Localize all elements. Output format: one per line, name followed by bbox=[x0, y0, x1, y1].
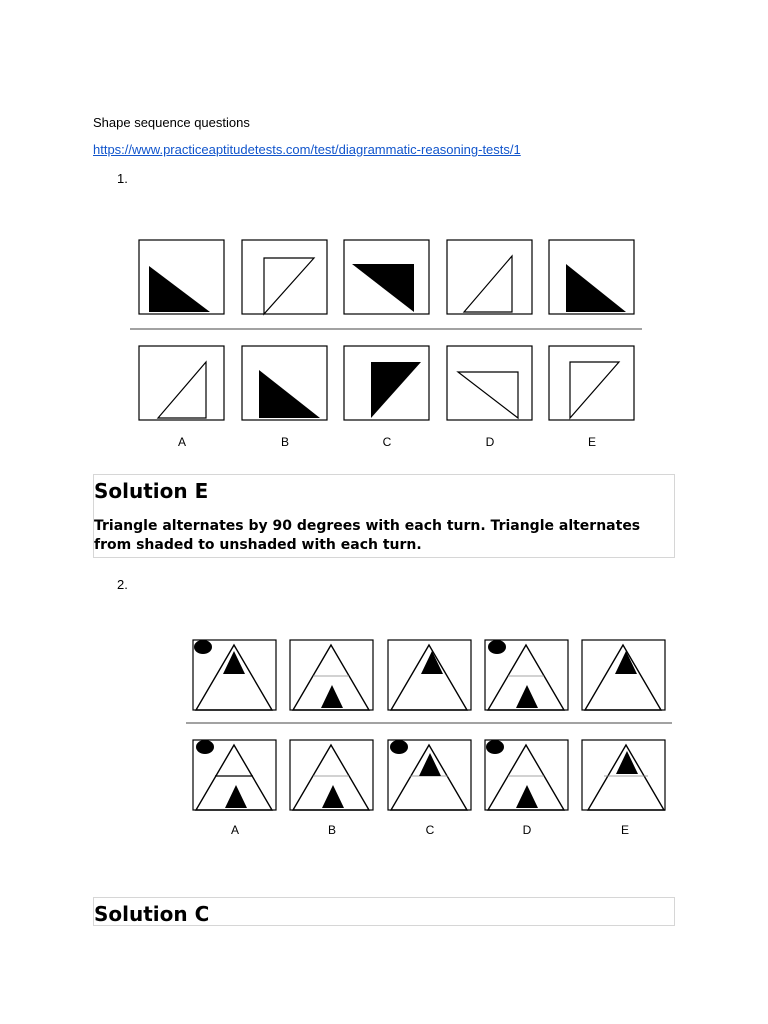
document-heading: Shape sequence questions bbox=[93, 115, 250, 130]
q1-seq-frame-2 bbox=[242, 240, 327, 314]
question-2-number: 2. bbox=[117, 577, 128, 592]
q2-option-labels bbox=[231, 823, 629, 837]
q1-option-a-frame[interactable] bbox=[139, 346, 224, 420]
q2-seq-small-triangle-1 bbox=[223, 651, 245, 674]
q2-seq-frame-5 bbox=[582, 640, 665, 710]
q1-option-d-triangle bbox=[458, 372, 518, 418]
q2-option-label-c: C bbox=[425, 823, 435, 837]
q1-seq-triangle-1 bbox=[149, 266, 210, 312]
q2-seq-small-triangle-4 bbox=[516, 685, 538, 708]
q2-option-c-triangle bbox=[391, 745, 467, 810]
q2-seq-dot-4 bbox=[488, 640, 506, 654]
q2-option-d-small-triangle bbox=[516, 785, 538, 808]
q1-option-label-b: B bbox=[280, 435, 290, 449]
q1-option-e-frame[interactable] bbox=[549, 346, 634, 420]
source-link[interactable]: https://www.practiceaptitudetests.com/test/diagrammatic-reasoning-tests/1 bbox=[93, 142, 521, 157]
q1-option-label-d: D bbox=[485, 435, 495, 449]
q2-seq-dot-1 bbox=[194, 640, 212, 654]
q2-seq-triangle-5 bbox=[585, 645, 661, 710]
q2-seq-frame-3 bbox=[388, 640, 471, 710]
q2-option-label-e: E bbox=[620, 823, 630, 837]
solution-2-title: Solution C bbox=[94, 902, 210, 926]
q1-option-labels bbox=[178, 435, 596, 449]
q1-option-b-triangle bbox=[259, 370, 320, 418]
q2-sequence-row bbox=[193, 640, 665, 710]
q1-option-d-frame[interactable] bbox=[447, 346, 532, 420]
q1-option-e-triangle bbox=[570, 362, 619, 418]
q2-option-d-dot bbox=[486, 740, 504, 754]
q1-seq-triangle-4 bbox=[464, 256, 512, 312]
q2-option-a-dot bbox=[196, 740, 214, 754]
q1-option-label-a: A bbox=[177, 435, 187, 449]
q1-option-label-e: E bbox=[587, 435, 597, 449]
q2-option-label-d: D bbox=[522, 823, 532, 837]
q2-options-row bbox=[193, 740, 665, 810]
q1-options-row bbox=[139, 346, 634, 420]
solution-1-title: Solution E bbox=[94, 479, 209, 503]
q1-option-c-triangle bbox=[371, 362, 421, 418]
solution-1-box bbox=[93, 474, 675, 558]
q1-option-label-c: C bbox=[382, 435, 392, 449]
solution-1-text: Triangle alternates by 90 degrees with each turn. Triangle alternates from shaded to unshaded with each turn. bbox=[94, 518, 641, 553]
q2-option-b-small-triangle bbox=[322, 785, 344, 808]
question-1-number: 1. bbox=[117, 171, 128, 186]
q2-seq-triangle-3 bbox=[391, 645, 467, 710]
q1-seq-triangle-3 bbox=[352, 264, 414, 312]
q2-option-label-a: A bbox=[230, 823, 240, 837]
q1-sequence-row bbox=[139, 240, 634, 314]
solution-2-box bbox=[93, 897, 675, 926]
q1-option-a-triangle bbox=[158, 362, 206, 418]
q2-option-e-small-triangle bbox=[616, 751, 638, 774]
q2-option-label-b: B bbox=[327, 823, 337, 837]
q2-seq-small-triangle-2 bbox=[321, 685, 343, 708]
q1-seq-frame-4 bbox=[447, 240, 532, 314]
q1-seq-triangle-5 bbox=[566, 264, 626, 312]
q2-option-c-dot bbox=[390, 740, 408, 754]
q1-seq-triangle-2 bbox=[264, 258, 314, 314]
q2-option-a-small-triangle bbox=[225, 785, 247, 808]
